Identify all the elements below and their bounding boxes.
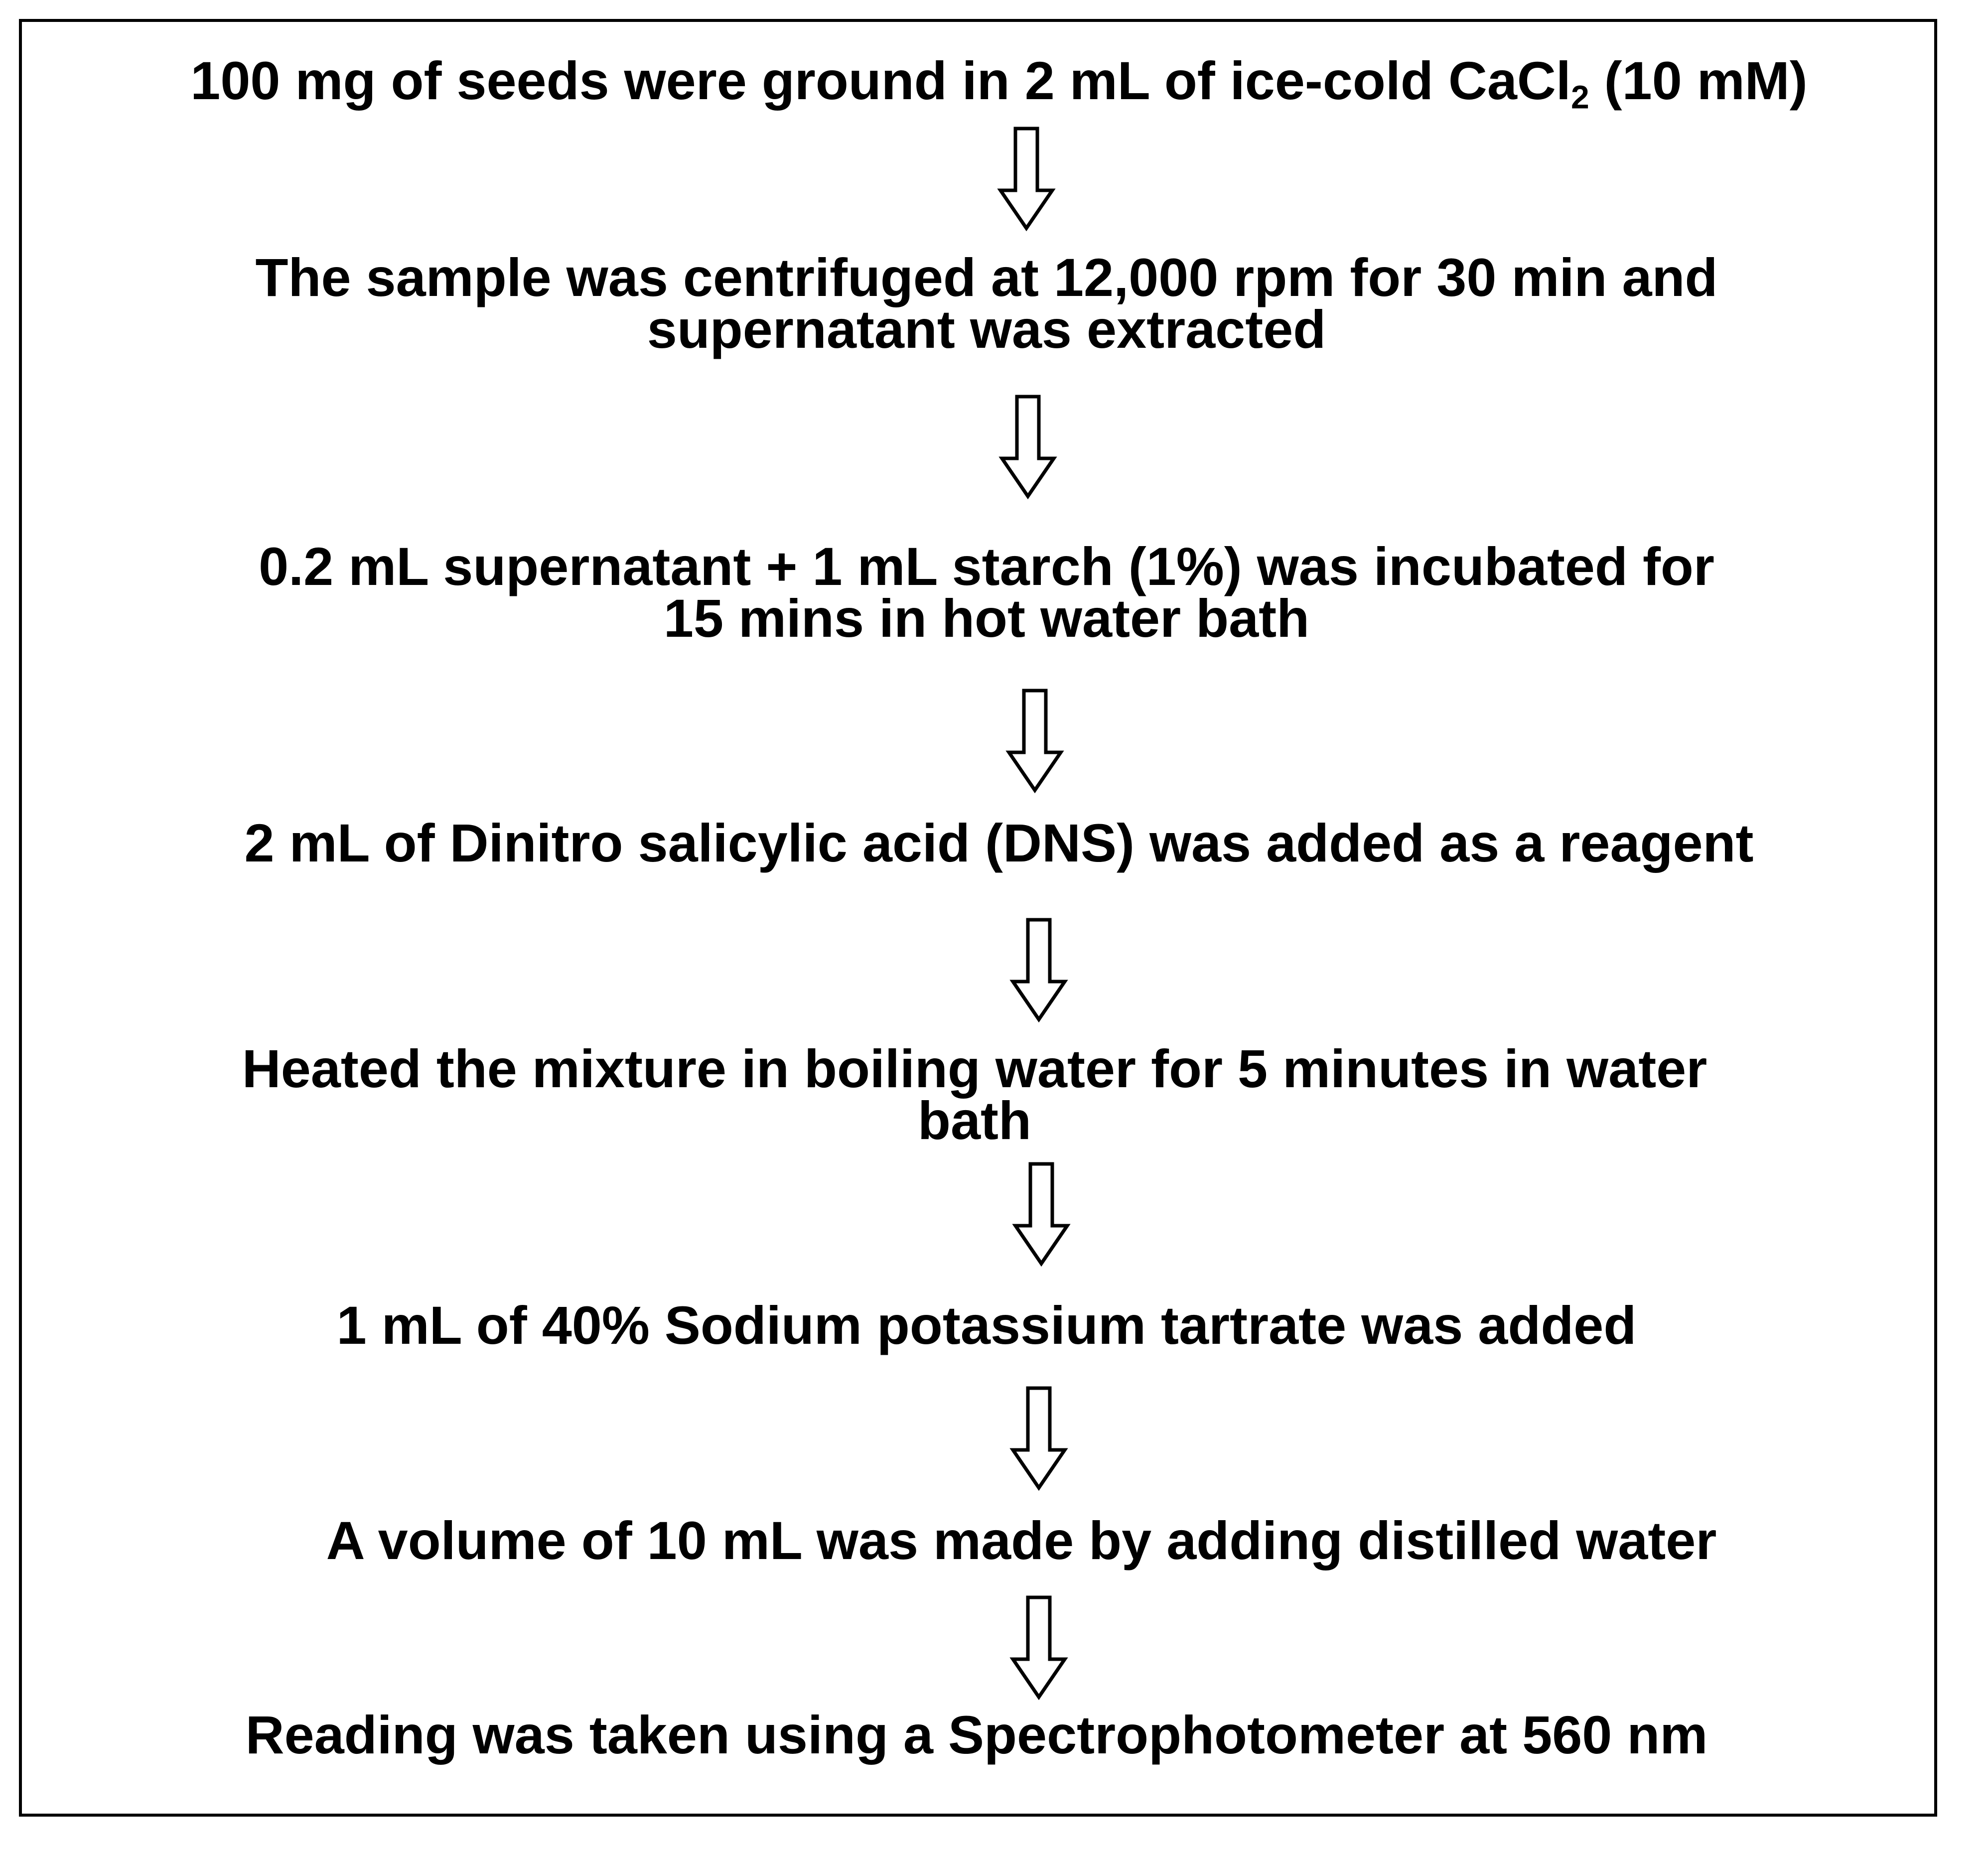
- down-arrow-icon: [1005, 688, 1065, 793]
- step-1-text-suffix: (10 mM): [1589, 50, 1808, 111]
- down-arrow-icon: [1009, 1594, 1069, 1700]
- step-1-subscript: 2: [1570, 78, 1589, 116]
- down-arrow-icon: [998, 394, 1058, 499]
- step-8-line-1: Reading was taken using a Spectrophotometer at 560 nm: [245, 1705, 1708, 1765]
- step-1-text: 100 mg of seeds were ground in 2 mL of ice-cold CaCl: [190, 50, 1571, 111]
- step-5-line-2: bath: [918, 1090, 1031, 1150]
- flow-arrow-2: [998, 394, 1058, 499]
- flow-arrow-6: [1009, 1385, 1069, 1491]
- step-1: [60, 50, 1938, 116]
- step-7: [60, 1510, 1983, 1570]
- flow-arrow-4: [1009, 917, 1069, 1022]
- step-7-line-1: A volume of 10 mL was made by adding distilled water: [326, 1510, 1717, 1570]
- step-3-line-1: 0.2 mL supernatant + 1 mL starch (1%) was incubated for: [259, 536, 1714, 596]
- step-3: [60, 536, 1913, 648]
- step-5: [60, 1038, 1889, 1150]
- down-arrow-icon: [1009, 1385, 1069, 1491]
- step-4-line-1: 2 mL of Dinitro salicylic acid (DNS) was added as a reagent: [244, 813, 1754, 873]
- down-arrow-icon: [1011, 1161, 1071, 1267]
- step-2-line-2: supernatant was extracted: [647, 299, 1326, 359]
- flow-arrow-7: [1009, 1594, 1069, 1700]
- flow-arrow-1: [996, 126, 1056, 231]
- step-6: [60, 1295, 1913, 1355]
- step-8: [60, 1705, 1893, 1765]
- down-arrow-icon: [1009, 917, 1069, 1022]
- flow-arrow-5: [1011, 1161, 1071, 1267]
- flow-arrow-3: [1005, 688, 1065, 793]
- step-5-line-1: Heated the mixture in boiling water for 5 minutes in water: [242, 1038, 1707, 1099]
- step-2-line-1: The sample was centrifuged at 12,000 rpm for 30 min and: [255, 247, 1718, 307]
- step-4: [60, 813, 1938, 873]
- step-2: [60, 247, 1913, 359]
- step-3-line-2: 15 mins in hot water bath: [663, 588, 1310, 648]
- down-arrow-icon: [996, 126, 1056, 231]
- step-6-line-1: 1 mL of 40% Sodium potassium tartrate was added: [336, 1295, 1637, 1355]
